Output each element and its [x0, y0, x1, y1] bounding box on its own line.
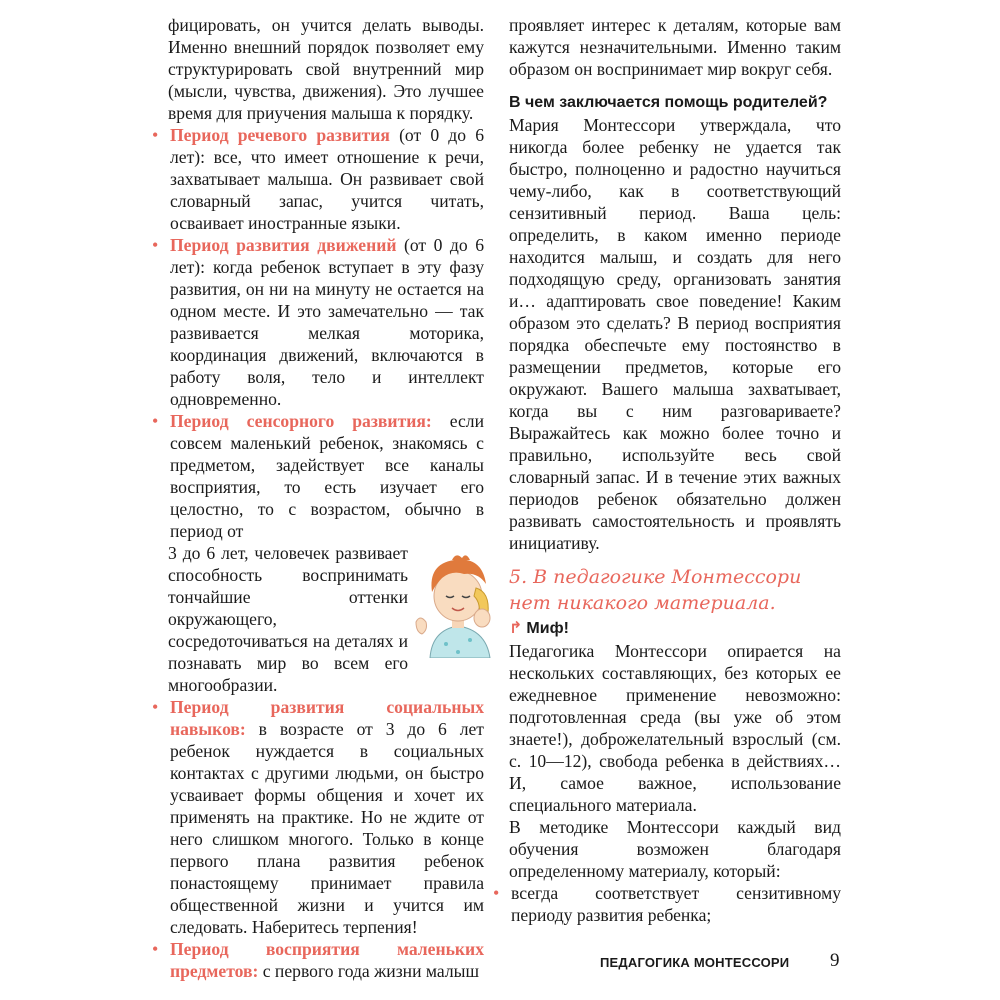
list-item	[152, 410, 484, 542]
term: Период сенсорного развития:	[170, 411, 432, 431]
item-text: если совсем маленький ребенок, знакомясь с предметом, задействует все каналы восприятия, то есть изучает его целостно, то с возрастом, обычно в период от	[170, 411, 484, 541]
list-item	[152, 124, 484, 234]
paragraph: проявляет интерес к деталям, которые вам кажутся незначительными. Именно таким образом он воспринимает мир вокруг себя.	[509, 15, 841, 79]
bullet-icon: •	[493, 883, 500, 903]
right-column	[493, 14, 841, 926]
item-text: с первого года жизни малыш	[258, 961, 480, 981]
running-footer: ПЕДАГОГИКА МОНТЕССОРИ	[600, 955, 790, 970]
page-number: 9	[830, 950, 840, 971]
paragraph: фицировать, он учится делать выводы. Именно внешний порядок позволяет ему структурировать свой внутренний мир (мысли, чувства, движения). Это лучшее время для приучения малыша к порядку.	[168, 15, 484, 123]
paragraph: В методике Монтессори каждый вид обучения возможен благодаря определенному материалу, который:	[509, 817, 841, 881]
bullet-icon: •	[152, 235, 159, 255]
item-text: всегда соответствует сензитивному периоду развития ребенка;	[511, 883, 841, 925]
item-text: (от 0 до 6 лет): все, что имеет отношение к речи, захватывает малыша. Он развивает свой словарный запас, учится читать, осваивает иностранные языки.	[170, 125, 484, 233]
bullet-icon: •	[152, 939, 159, 959]
bullet-icon: •	[152, 125, 159, 145]
myth-arrow-icon: ↱	[509, 620, 523, 637]
paragraph: Педагогика Монтессори опирается на нескольких составляющих, без которых ее ежедневное применение невозможно: подготовленная среда (вы уже об этом знаете!), доброжелательный взрослый (см. с. 10—12), свобода ребенка в действиях… И, самое важное, использование специального материала.	[509, 641, 841, 815]
term: Период восприятия маленьких предметов:	[170, 939, 484, 981]
list-item	[152, 696, 484, 938]
item-text-continued: 3 до 6 лет, человечек развивает способность воспринимать тончайшие оттенки окружающего, сосредоточиваться на деталях и познавать мир во всем его многообразии.	[168, 543, 408, 695]
term: Период речевого развития	[170, 125, 390, 145]
term: Период развития социальных навыков:	[170, 697, 484, 739]
paragraph: Мария Монтессори утверждала, что никогда более ребенку не удается так быстро, полноценно и радостно научиться чему-либо, как в соответствующий сензитивный период. Ваша цель: определить, в каком именно периоде находится малыш, и создать для него подходящую среду, организовать занятия и… адаптировать свое поведение! Каким образом это сделать? В период восприятия порядка обеспечьте ему постоянство в размещении предметов, которые его окружают. Вашего малыша захватывает, когда вы с ним разговариваете? Выражайтесь как можно более точно и правильно, используйте весь свой словарный запас. И в течение этих важных периодов ребенок обязательно должен развивать самостоятельность и проявлять инициативу.	[509, 115, 841, 553]
boy-with-phone-illustration	[412, 548, 504, 658]
section-heading: В чем заключается помощь родителей?	[509, 94, 828, 111]
list-item	[152, 938, 484, 982]
item-text: в возрасте от 3 до 6 лет ребенок нуждается в социальных контактах с другими людьми, он быстро усваивает формы общения и хочет их применять на практике. Но не ждите от него слишком многого. Только в конце первого плана развития ребенок понастоящему принимает правила общественной жизни и учится им следовать. Наберитесь терпения!	[170, 719, 484, 937]
list-item	[493, 882, 841, 926]
term: Период развития движений	[170, 235, 397, 255]
left-column	[152, 14, 484, 982]
myth-section-title: 5. В педагогике Монтессори нет никакого материала.	[509, 566, 802, 614]
item-text: (от 0 до 6 лет): когда ребенок вступает в эту фазу развития, он ни на минуту не остается на одном месте. И это замечательно — так развивается мелкая моторика, координация движений, включаются в работу воля, тело и интеллект одновременно.	[170, 235, 484, 409]
myth-label: Миф!	[526, 620, 569, 637]
list-item	[152, 234, 484, 410]
bullet-icon: •	[152, 697, 159, 717]
bullet-icon: •	[152, 411, 159, 431]
myth-label-row	[509, 618, 841, 640]
